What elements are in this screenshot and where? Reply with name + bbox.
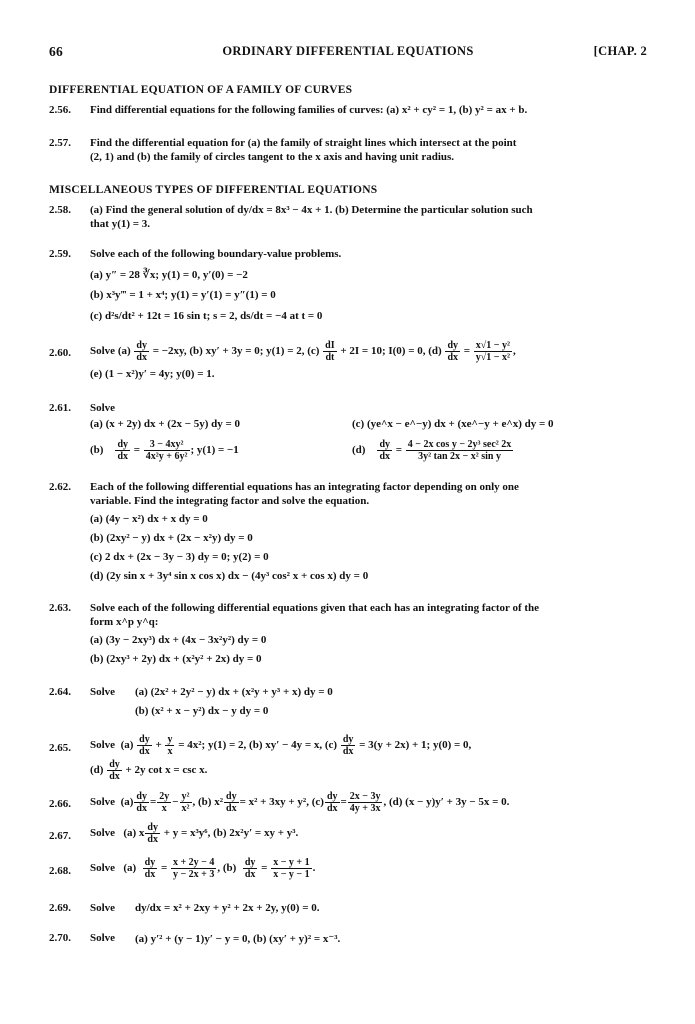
problem-text: (a) y′² + (y − 1)y′ − y = 0, (b) (xy′ + y)² = x⁻³. (135, 933, 341, 945)
equation-text: = −2xy, (b) xy′ + 3y = 0; y(1) = 2, (c) (152, 345, 320, 357)
problem-text: Solve (a) $\frac{dy}{dx}$ = $\frac{2y}{x}$ − $\frac{\text{y²}}{\text{x²}}$ , (b) x² $\frac{dy}{dx}$ = x² + 3xy + y², (c) $\frac{dy}{dx}$ = $\frac{2x - 3y}{4y + 3x}$ , (d) (x − y)y′ + 3y − 5x = 0. (90, 790, 510, 814)
solve-label: Solve (90, 345, 116, 357)
fraction: $\frac{dy}{dx}$ (244, 856, 256, 880)
problem-text: variable. Find the integrating factor and solve the equation. (90, 495, 370, 507)
problem-part: (d) $\frac{dy}{dx}$ = $\frac{\text{4 − 2x cos y − 2y³ sec² 2x}}{\text{3y² tan 2x − x² sin y}}$ (352, 438, 512, 462)
chapter-label: [CHAP. 2 (593, 44, 647, 58)
problem-number: 2.59. (49, 248, 71, 260)
problem-number: 2.56. (49, 104, 71, 116)
fraction: $\frac{dy}{dx}$ (447, 339, 458, 363)
solve-label: Solve (90, 796, 116, 808)
running-title: ORDINARY DIFFERENTIAL EQUATIONS (222, 44, 474, 58)
fraction: $\frac{dy}{dx}$ (147, 821, 158, 845)
solve-label: Solve (90, 739, 116, 751)
problem-text: Solve each of the following differential equations given that each has an integrating factor of the (90, 602, 540, 614)
fraction: $\frac{x + 2y - 4}{y - 2x + 3}$ (172, 856, 215, 880)
problem-text: dy/dx = x² + 2xy + y² + 2x + 2y, y(0) = 0. (135, 902, 320, 914)
problem-part: (c) (ye^x − e^−y) dx + (xe^−y + e^x) dy = 0 (352, 418, 554, 430)
problem-number: 2.60. (49, 347, 71, 359)
fraction: $\frac{\text{x√1 − y²}}{\text{y√1 − x²}}$ (475, 339, 510, 363)
solve-label: Solve (90, 686, 116, 698)
problem-part: (a) y″ = 28 ∛x; y(1) = 0, y′(0) = −2 (90, 269, 248, 281)
part-label: (a) (120, 739, 134, 751)
problem-part: (b) $\frac{dy}{dx}$ = $\frac{\text{3 − 4xy²}}{\text{4x²y + 6y²}}$ ; y(1) = −1 (90, 438, 239, 462)
problem-part: (a) (3y − 2xy³) dx + (4x − 3x²y²) dy = 0 (90, 634, 267, 646)
problem-number: 2.57. (49, 137, 71, 149)
problem-number: 2.63. (49, 602, 71, 614)
problem-part: (b) x³y‴ = 1 + x⁴; y(1) = y′(1) = y″(1) = 0 (90, 289, 276, 301)
section-heading-misc: MISCELLANEOUS TYPES OF DIFFERENTIAL EQUATIONS (49, 184, 378, 196)
problem-text: Solve (a) $\frac{dy}{dx}$ = $\frac{x + 2y - 4}{y - 2x + 3}$ , (b) $\frac{dy}{dx}$ = $\frac{x - y + 1}{x - y - 1}$ . (90, 856, 316, 880)
problem-part: (d) $\frac{dy}{dx}$ + 2y cot x = csc x. (90, 758, 208, 782)
problem-part: (e) (1 − x²)y′ = 4y; y(0) = 1. (90, 368, 215, 380)
problem-text: Solve (a) $\frac{dy}{dx}$ + $\frac{y}{x}$ = 4x²; y(1) = 2, (b) xy′ − 4y = x, (c) $\frac{dy}{dx}$ = 3(y + 2x) + 1; y(0) = 0, (90, 733, 472, 757)
fraction: $\frac{dy}{dx}$ (109, 758, 120, 782)
fraction: $\frac{dy}{dx}$ (136, 790, 147, 814)
problem-part: (a) (x + 2y) dx + (2x − 5y) dy = 0 (90, 418, 241, 430)
fraction: $\frac{\text{4 − 2x cos y − 2y³ sec² 2x}}{\text{3y² tan 2x − x² sin y}}$ (407, 438, 512, 462)
problem-text: Find differential equations for the following families of curves: (a) x² + cy² = 1, (b) y² = ax + b. (90, 104, 528, 116)
fraction: $\frac{dy}{dx}$ (326, 790, 338, 814)
part-label: (b) (90, 444, 104, 456)
fraction: $\frac{dy}{dx}$ (342, 733, 354, 757)
fraction: $\frac{x - y + 1}{x - y - 1}$ (273, 856, 310, 880)
problem-number: 2.70. (49, 932, 71, 944)
solve-label: Solve (90, 902, 116, 914)
problem-text: Solve each of the following boundary-value problems. (90, 248, 342, 260)
problem-part: (d) (2y sin x + 3y⁴ sin x cos x) dx − (4y³ cos² x + cos x) dy = 0 (90, 570, 369, 582)
part-label: (a) (117, 345, 131, 357)
problem-number: 2.62. (49, 481, 71, 493)
problem-number: 2.61. (49, 402, 71, 414)
problem-part: (c) d²s/dt² + 12t = 16 sin t; s = 2, ds/dt = −4 at t = 0 (90, 310, 323, 322)
problem-part: (c) 2 dx + (2x − 3y − 3) dy = 0; y(2) = 0 (90, 551, 269, 563)
fraction: $\frac{dy}{dx}$ (379, 438, 391, 462)
fraction: $\frac{y}{x}$ (167, 733, 173, 757)
solve-label: Solve (90, 932, 116, 944)
fraction: $\frac{dI}{dt}$ (325, 339, 335, 363)
problem-number: 2.66. (49, 798, 71, 810)
problem-number: 2.65. (49, 742, 71, 754)
solve-label: Solve (90, 402, 116, 414)
problem-number: 2.64. (49, 686, 71, 698)
fraction: $\frac{dy}{dx}$ (117, 438, 129, 462)
problem-number: 2.68. (49, 865, 71, 877)
problem-text: form x^p y^q: (90, 616, 159, 628)
part-label: (d) (352, 444, 366, 456)
part-label: (d) (90, 764, 104, 776)
part-label: (a) (120, 796, 134, 808)
equation-text: + 2I = 10; I(0) = 0, (d) (340, 345, 442, 357)
problem-text: Each of the following differential equations has an integrating factor depending on only one (90, 481, 519, 493)
problem-text: Find the differential equation for (a) the family of straight lines which intersect at the point (90, 137, 517, 149)
problem-text: Solve (a) $\frac{dy}{dx}$ = −2xy, (b) xy′ + 3y = 0; y(1) = 2, (c) $\frac{dI}{dt}$ + 2I = 10; I(0) = 0, (d) $\frac{dy}{dx}$ = $\frac{\text{x√1 − y²}}{\text{y√1 − x²}}$ , (90, 339, 516, 363)
fraction: $\frac{dy}{dx}$ (136, 339, 147, 363)
problem-part: (b) (2xy³ + 2y) dx + (x²y² + 2x) dy = 0 (90, 653, 262, 665)
fraction: $\frac{\text{3 − 4xy²}}{\text{4x²y + 6y²}}$ (145, 438, 188, 462)
part-label: (a) (123, 862, 137, 874)
problem-text: that y(1) = 3. (90, 218, 151, 230)
problem-part: (b) (2xy² − y) dx + (2x − x²y) dy = 0 (90, 532, 253, 544)
problem-text: Solve (a) x $\frac{dy}{dx}$ + y = x³y⁶, (b) 2x²y′ = xy + y³. (90, 821, 299, 845)
problem-text: (2, 1) and (b) the family of circles tangent to the x axis and having unit radius. (90, 151, 455, 163)
page-number: 66 (49, 44, 64, 59)
problem-part: (a) (4y − x²) dx + x dy = 0 (90, 513, 208, 525)
problem-part: (b) (x² + x − y²) dx − y dy = 0 (135, 705, 269, 717)
page-header (49, 44, 647, 64)
fraction: $\frac{\text{y²}}{\text{x²}}$ (181, 790, 190, 814)
problem-number: 2.67. (49, 830, 71, 842)
section-heading-family: DIFFERENTIAL EQUATION OF A FAMILY OF CURVES (49, 84, 353, 96)
fraction: $\frac{dy}{dx}$ (226, 790, 237, 814)
problem-text: (a) Find the general solution of dy/dx = 8x³ − 4x + 1. (b) Determine the particular solution such (90, 204, 533, 216)
problem-number: 2.69. (49, 902, 71, 914)
fraction: $\frac{2x - 3y}{4y + 3x}$ (349, 790, 381, 814)
fraction: $\frac{2y}{x}$ (159, 790, 170, 814)
fraction: $\frac{dy}{dx}$ (144, 856, 156, 880)
problem-number: 2.58. (49, 204, 71, 216)
fraction: $\frac{dy}{dx}$ (139, 733, 150, 757)
solve-label: Solve (90, 827, 116, 839)
solve-label: Solve (90, 862, 116, 874)
part-label: (a) x (123, 827, 145, 839)
problem-part: (a) (2x² + 2y² − y) dx + (x²y + y³ + x) dy = 0 (135, 686, 333, 698)
